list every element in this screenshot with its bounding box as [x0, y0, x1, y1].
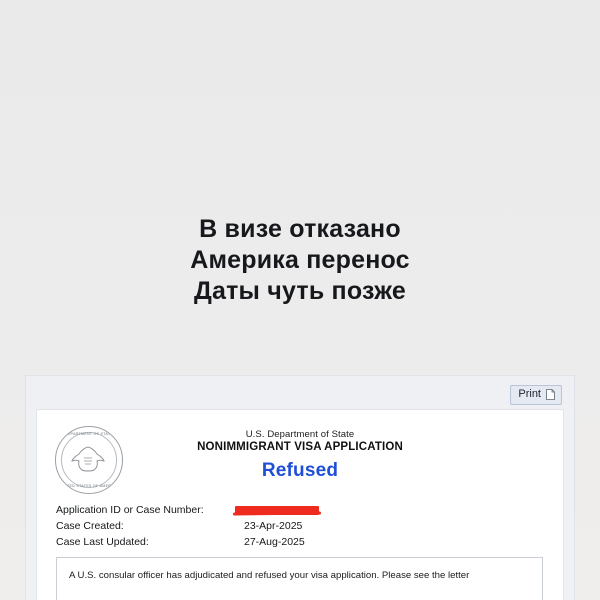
field-row-case-created — [56, 520, 516, 536]
field-value-case-last-updated: 27-Aug-2025 — [244, 536, 305, 548]
print-button-label: Print — [518, 388, 541, 400]
field-label-case-last-updated: Case Last Updated: — [56, 536, 149, 548]
field-label-application-id: Application ID or Case Number: — [56, 504, 204, 516]
document-screenshot — [26, 376, 574, 600]
seal-text-top: DEPARTMENT OF STATE — [64, 432, 114, 436]
field-value-case-created: 23-Apr-2025 — [244, 520, 303, 532]
caption-line-2: Америка перенос — [190, 246, 410, 274]
document-toolbar — [26, 376, 574, 410]
refusal-notice-box — [56, 557, 543, 600]
print-button[interactable] — [510, 385, 562, 405]
visa-application-page — [37, 410, 563, 600]
seal-text-bottom: UNITED STATES OF AMERICA — [59, 484, 119, 488]
field-row-application-id — [56, 504, 516, 520]
caption-line-1: В визе отказано — [199, 215, 401, 243]
field-label-case-created: Case Created: — [56, 520, 124, 532]
case-details — [56, 504, 516, 552]
caption-line-3: Даты чуть позже — [194, 277, 406, 305]
refusal-notice-text: A U.S. consular officer has adjudicated and refused your visa application. Please see the letter — [69, 570, 470, 581]
department-name: U.S. Department of State — [245, 429, 355, 440]
printer-page-icon — [546, 389, 555, 400]
field-row-case-last-updated — [56, 536, 516, 552]
page-title: NONIMMIGRANT VISA APPLICATION — [197, 441, 403, 453]
redaction-mark — [235, 506, 319, 515]
status-badge: Refused — [261, 460, 339, 481]
caption-text — [0, 214, 600, 307]
